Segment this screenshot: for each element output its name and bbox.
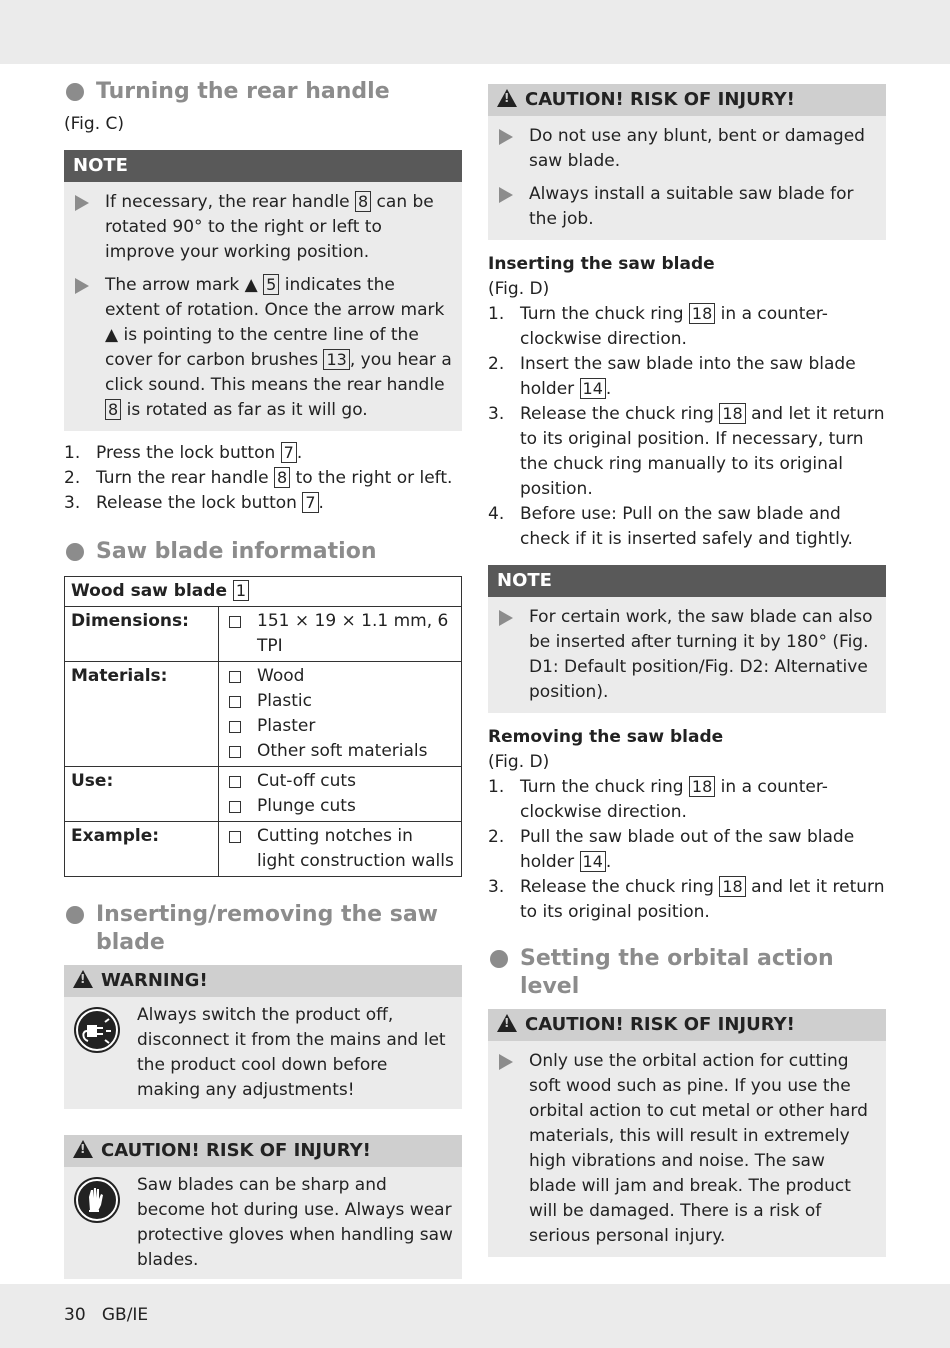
part-number: 8 <box>105 399 121 420</box>
section-heading-insert-remove: Inserting/removing the saw blade <box>64 901 462 957</box>
part-number: 18 <box>719 403 745 424</box>
arrow-bullet-icon <box>75 278 89 294</box>
warning-triangle-icon <box>73 1140 93 1158</box>
row-value <box>219 767 462 822</box>
arrow-bullet-icon <box>499 187 513 203</box>
table-row <box>65 822 462 877</box>
removing-steps <box>488 775 886 925</box>
caution-item: Only use the orbital action for cutting soft wood such as pine. If you use the orbital action to cut metal or other hard materials, this will result in extremely high vibrations and noise. The saw blade will jam and break. The product will be damaged. There is a risk of serious personal injury. <box>497 1049 877 1249</box>
warning-triangle-icon <box>73 970 93 988</box>
figure-ref: (Fig. D) <box>488 279 550 299</box>
row-label: Dimensions: <box>65 607 219 662</box>
gloves-icon <box>74 1177 120 1223</box>
row-label: Example: <box>65 822 219 877</box>
checkbox-item: 151 × 19 × 1.1 mm, 6 TPI <box>225 609 455 659</box>
page-number: 30 <box>64 1305 86 1325</box>
table-row <box>65 767 462 822</box>
top-band <box>0 0 950 64</box>
note-body <box>488 597 886 713</box>
part-number: 13 <box>323 349 349 370</box>
section-heading-rear-handle: Turning the rear handle <box>64 78 462 106</box>
checkbox-item: Cutting notches in light construction walls <box>225 824 455 874</box>
caution-header: !CAUTION! RISK OF INJURY! <box>488 1009 886 1041</box>
left-column <box>64 78 462 1279</box>
subheading-inserting: Inserting the saw blade <box>488 254 715 274</box>
note-item: For certain work, the saw blade can also be inserted after turning it by 180° (Fig. D1: Default position/Fig. D2: Alternative position). <box>497 605 877 705</box>
arrow-bullet-icon <box>499 610 513 626</box>
bullet-dot-icon <box>490 950 508 968</box>
note-box-rear-handle <box>64 150 462 431</box>
step-item: 3. Release the chuck ring 18 and let it return to its original position. <box>488 877 885 922</box>
part-number: 1 <box>233 580 249 601</box>
caution-box-blade <box>488 84 886 240</box>
caution-box-orbital <box>488 1009 886 1257</box>
step-item: 3. Release the chuck ring 18 and let it return to its original position. If necessary, turn the chuck ring manually to its original position. <box>488 404 885 499</box>
row-value <box>219 607 462 662</box>
table-row <box>65 577 462 607</box>
section-heading-orbital: Setting the orbital action level <box>488 945 886 1001</box>
table-row <box>65 662 462 767</box>
step-item: 1. Turn the chuck ring 18 in a counter-clockwise direction. <box>488 304 828 349</box>
part-number: 7 <box>302 492 318 513</box>
step-item: 1. Press the lock button 7 . <box>64 443 303 463</box>
note-header: NOTE <box>64 150 462 182</box>
note-item: The arrow mark ▲ 5 indicates the extent of rotation. Once the arrow mark ▲ is pointing to the centre line of the cover for carbon brushes 13 , you hear a click sound. This means the rear handle 8 is rotated as far as it will go. <box>73 273 453 423</box>
language-code: GB/IE <box>101 1305 149 1325</box>
caution-body: Saw blades can be sharp and become hot during use. Always wear protective gloves when handling saw blades. <box>64 1167 462 1279</box>
note-body <box>64 182 462 431</box>
warning-triangle-icon <box>497 1014 517 1032</box>
part-number: 14 <box>580 851 606 872</box>
step-item: 2. Turn the rear handle 8 to the right or left. <box>64 468 453 488</box>
section-heading-blade-info: Saw blade information <box>64 538 462 566</box>
row-label: Use: <box>65 767 219 822</box>
checkbox-item: Cut-off cuts <box>225 769 455 794</box>
caution-item: Always install a suitable saw blade for the job. <box>497 182 877 232</box>
part-number: 5 <box>263 274 279 295</box>
arrow-bullet-icon <box>75 195 89 211</box>
arrow-mark-icon: ▲ <box>105 325 119 345</box>
step-item: 1. Turn the chuck ring 18 in a counter-clockwise direction. <box>488 777 828 822</box>
warning-box <box>64 965 462 1109</box>
inserting-steps <box>488 302 886 552</box>
part-number: 8 <box>274 467 290 488</box>
caution-body <box>488 116 886 240</box>
warning-header: !WARNING! <box>64 965 462 997</box>
warning-body: Always switch the product off, disconnect it from the mains and let the product cool down before making any adjustments! <box>64 997 462 1109</box>
subheading-removing: Removing the saw blade <box>488 727 724 747</box>
row-value <box>219 662 462 767</box>
bullet-dot-icon <box>66 83 84 101</box>
step-item: 4. Before use: Pull on the saw blade and check if it is inserted safely and tightly. <box>488 504 853 549</box>
arrow-bullet-icon <box>499 129 513 145</box>
row-value <box>219 822 462 877</box>
part-number: 18 <box>719 876 745 897</box>
figure-ref: (Fig. D) <box>488 752 550 772</box>
step-item: 3. Release the lock button 7 . <box>64 493 324 513</box>
part-number: 8 <box>355 191 371 212</box>
table-header: Wood saw blade 1 <box>65 577 462 607</box>
checkbox-item: Plaster <box>225 714 455 739</box>
right-column <box>488 84 886 1257</box>
checkbox-item: Plunge cuts <box>225 794 455 819</box>
arrow-mark-icon: ▲ <box>244 275 258 295</box>
part-number: 7 <box>281 442 297 463</box>
warning-triangle-icon <box>497 89 517 107</box>
figure-ref: (Fig. C) <box>64 114 124 134</box>
caution-box-gloves <box>64 1135 462 1279</box>
arrow-bullet-icon <box>499 1054 513 1070</box>
step-item: 2. Pull the saw blade out of the saw blade holder 14 . <box>488 827 855 872</box>
part-number: 18 <box>689 303 715 324</box>
bullet-dot-icon <box>66 543 84 561</box>
note-item: If necessary, the rear handle 8 can be rotated 90° to the right or left to improve your working position. <box>73 190 453 265</box>
caution-header: !CAUTION! RISK OF INJURY! <box>64 1135 462 1167</box>
note-box-rotation <box>488 565 886 713</box>
rear-handle-steps <box>64 441 462 516</box>
checkbox-item: Plastic <box>225 689 455 714</box>
part-number: 14 <box>580 378 606 399</box>
table-row <box>65 607 462 662</box>
step-item: 2. Insert the saw blade into the saw blade holder 14 . <box>488 354 856 399</box>
note-header: NOTE <box>488 565 886 597</box>
checkbox-item: Wood <box>225 664 455 689</box>
page-footer <box>64 1305 148 1325</box>
row-label: Materials: <box>65 662 219 767</box>
blade-info-table <box>64 576 462 877</box>
part-number: 18 <box>689 776 715 797</box>
caution-body <box>488 1041 886 1257</box>
bullet-dot-icon <box>66 906 84 924</box>
checkbox-item: Other soft materials <box>225 739 455 764</box>
caution-item: Do not use any blunt, bent or damaged saw blade. <box>497 124 877 174</box>
caution-header: !CAUTION! RISK OF INJURY! <box>488 84 886 116</box>
unplug-icon <box>74 1007 120 1053</box>
